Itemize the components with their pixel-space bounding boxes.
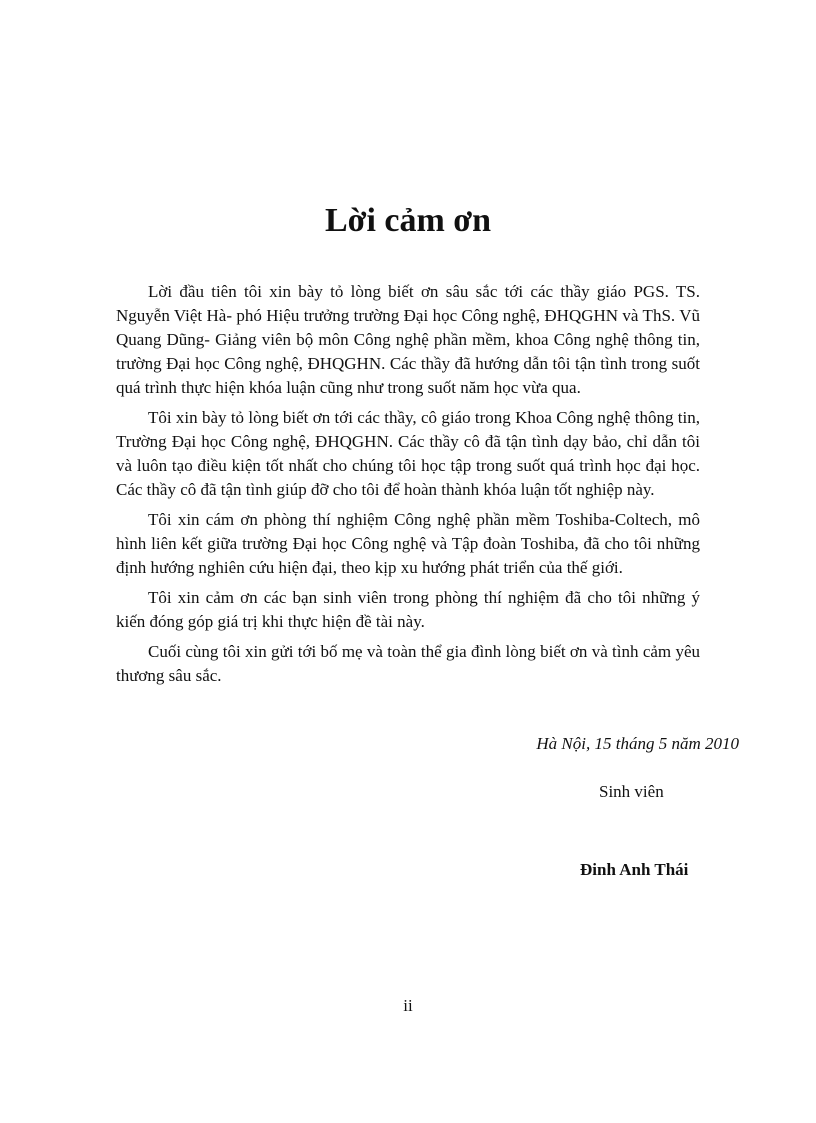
paragraph-5: Cuối cùng tôi xin gửi tới bố mẹ và toàn thể gia đình lòng biết ơn và tình cảm yêu thương sâu sắc. — [116, 642, 700, 685]
page-title: Lời cảm ơn — [324, 202, 492, 239]
page-number: ii — [403, 996, 413, 1015]
signer-name: Đinh Anh Thái — [580, 860, 689, 879]
paragraph-3: Tôi xin cám ơn phòng thí nghiệm Công nghệ phần mềm Toshiba-Coltech, mô hình liên kết giữa trường Đại học Công nghệ và Tập đoàn Toshiba, đã cho tôi những định hướng nghiên cứu hiện đại, theo kịp xu hướng phát triển của thế giới. — [116, 510, 700, 577]
paragraph-1: Lời đầu tiên tôi xin bày tỏ lòng biết ơn sâu sắc tới các thầy giáo PGS. TS. Nguyễn Việt Hà- phó Hiệu trưởng trường Đại học Công nghệ, ĐHQGHN và ThS. Vũ Quang Dũng- Giảng viên bộ môn Công nghệ phần mềm, khoa Công nghệ thông tin, trường Đại học Công nghệ, ĐHQGHN. Các thầy đã hướng dẫn tôi tận tình trong suốt quá trình thực hiện khóa luận cũng như trong suốt năm học vừa qua. — [116, 282, 700, 397]
paragraph-2: Tôi xin bày tỏ lòng biết ơn tới các thầy, cô giáo trong Khoa Công nghệ thông tin, Trường Đại học Công nghệ, ĐHQGHN. Các thầy cô đã tận tình dạy bảo, chỉ dẫn tôi và luôn tạo điều kiện tốt nhất cho chúng tôi học tập trong suốt quá trình học đại học. Các thầy cô đã tận tình giúp đỡ cho tôi để hoàn thành khóa luận tốt nghiệp này. — [116, 408, 700, 499]
place-date: Hà Nội, 15 tháng 5 năm 2010 — [536, 734, 739, 753]
signer-role: Sinh viên — [599, 782, 664, 801]
paragraph-4: Tôi xin cảm ơn các bạn sinh viên trong phòng thí nghiệm đã cho tôi những ý kiến đóng góp giá trị khi thực hiện đề tài này. — [116, 588, 700, 631]
acknowledgement-body — [116, 280, 700, 694]
